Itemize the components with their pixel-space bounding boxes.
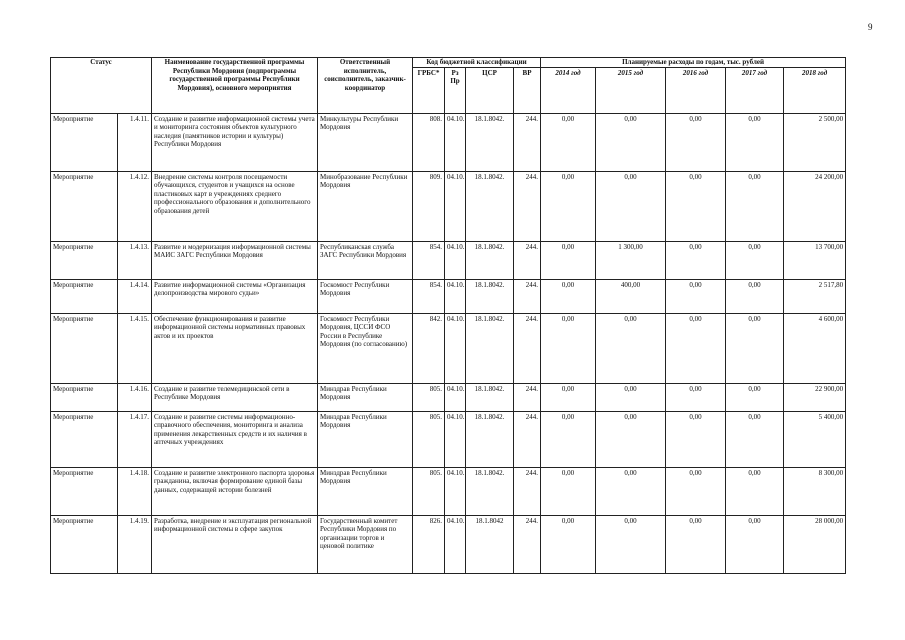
cell-grbs: 805. (413, 383, 445, 411)
cell-vr: 244. (514, 113, 541, 171)
cell-status: Мероприятие (51, 467, 118, 515)
budget-table (50, 57, 846, 574)
cell-status: Мероприятие (51, 313, 118, 383)
page-number: 9 (868, 22, 873, 32)
cell-2016: 0,00 (666, 113, 726, 171)
cell-2015: 0,00 (596, 171, 666, 241)
cell-2015: 0,00 (596, 411, 666, 467)
cell-rz: 04.10. (445, 411, 466, 467)
cell-rz: 04.10. (445, 171, 466, 241)
cell-2018: 5 400,00 (784, 411, 846, 467)
cell-vr: 244. (514, 279, 541, 313)
cell-grbs: 805. (413, 411, 445, 467)
cell-responsible: Минкультуры Республики Мордовия (318, 113, 413, 171)
cell-vr: 244. (514, 241, 541, 279)
header-vr: ВР (514, 67, 541, 113)
header-planned: Планируемые расходы по годам, тыс. рублей (541, 58, 846, 68)
cell-grbs: 854. (413, 241, 445, 279)
cell-csr: 18.1.8042. (466, 467, 514, 515)
cell-2014: 0,00 (541, 515, 596, 573)
cell-2017: 0,00 (726, 411, 784, 467)
cell-2017: 0,00 (726, 515, 784, 573)
cell-name: Обеспечение функционирования и развитие информационной системы нормативных правовых актов и их проектов (152, 313, 318, 383)
cell-2018: 2 500,00 (784, 113, 846, 171)
cell-responsible: Минобразование Республики Мордовия (318, 171, 413, 241)
header-2016: 2016 год (666, 67, 726, 113)
cell-grbs: 809. (413, 171, 445, 241)
cell-vr: 244. (514, 171, 541, 241)
cell-2016: 0,00 (666, 383, 726, 411)
cell-status: Мероприятие (51, 411, 118, 467)
header-2015: 2015 год (596, 67, 666, 113)
cell-status: Мероприятие (51, 515, 118, 573)
header-2018: 2018 год (784, 67, 846, 113)
cell-2017: 0,00 (726, 241, 784, 279)
table-row (51, 313, 846, 383)
cell-status: Мероприятие (51, 241, 118, 279)
cell-status: Мероприятие (51, 113, 118, 171)
cell-name: Создание и развитие электронного паспорта здоровья гражданина, включая формирование единой базы данных, содержащей истории болезней (152, 467, 318, 515)
cell-csr: 18.1.8042. (466, 313, 514, 383)
header-responsible: Ответственный исполнитель, соисполнитель, заказчик-координатор (318, 58, 413, 114)
cell-2014: 0,00 (541, 279, 596, 313)
cell-2017: 0,00 (726, 171, 784, 241)
cell-2017: 0,00 (726, 467, 784, 515)
cell-name: Развитие информационной системы «Организация делопроизводства мирового судьи» (152, 279, 318, 313)
cell-2016: 0,00 (666, 279, 726, 313)
cell-2015: 0,00 (596, 467, 666, 515)
cell-number: 1.4.13. (118, 241, 152, 279)
cell-name: Разработка, внедрение и эксплуатация региональной информационной системы в сфере закупок (152, 515, 318, 573)
cell-responsible: Госкомюст Республики Мордовия (318, 279, 413, 313)
cell-rz: 04.10. (445, 113, 466, 171)
cell-2016: 0,00 (666, 411, 726, 467)
cell-number: 1.4.15. (118, 313, 152, 383)
cell-2016: 0,00 (666, 313, 726, 383)
cell-status: Мероприятие (51, 279, 118, 313)
header-grbs: ГРБС* (413, 67, 445, 113)
table-row (51, 241, 846, 279)
table-row (51, 113, 846, 171)
cell-rz: 04.10. (445, 467, 466, 515)
cell-2015: 0,00 (596, 515, 666, 573)
cell-csr: 18.1.8042. (466, 383, 514, 411)
cell-grbs: 805. (413, 467, 445, 515)
cell-number: 1.4.16. (118, 383, 152, 411)
cell-number: 1.4.17. (118, 411, 152, 467)
cell-grbs: 842. (413, 313, 445, 383)
cell-number: 1.4.19. (118, 515, 152, 573)
header-rz: Рз Пр (445, 67, 466, 113)
cell-grbs: 826. (413, 515, 445, 573)
cell-2018: 24 200,00 (784, 171, 846, 241)
cell-vr: 244. (514, 467, 541, 515)
cell-2017: 0,00 (726, 313, 784, 383)
cell-2014: 0,00 (541, 313, 596, 383)
cell-2014: 0,00 (541, 113, 596, 171)
cell-2015: 0,00 (596, 313, 666, 383)
cell-vr: 244. (514, 313, 541, 383)
header-2017: 2017 год (726, 67, 784, 113)
cell-2018: 4 600,00 (784, 313, 846, 383)
cell-number: 1.4.11. (118, 113, 152, 171)
cell-2015: 1 300,00 (596, 241, 666, 279)
table-row (51, 467, 846, 515)
cell-responsible: Госкомюст Республики Мордовия, ЦССИ ФСО России в Республике Мордовия (по согласованию) (318, 313, 413, 383)
cell-responsible: Минздрав Республики Мордовия (318, 383, 413, 411)
cell-vr: 244. (514, 515, 541, 573)
header-csr: ЦСР (466, 67, 514, 113)
cell-status: Мероприятие (51, 171, 118, 241)
cell-2015: 0,00 (596, 383, 666, 411)
table-row (51, 515, 846, 573)
cell-grbs: 854. (413, 279, 445, 313)
table-row (51, 383, 846, 411)
table-header (51, 58, 846, 114)
cell-responsible: Государственный комитет Республики Мордовия по организации торгов и ценовой политике (318, 515, 413, 573)
cell-2016: 0,00 (666, 171, 726, 241)
cell-grbs: 808. (413, 113, 445, 171)
cell-number: 1.4.14. (118, 279, 152, 313)
cell-2016: 0,00 (666, 515, 726, 573)
cell-2017: 0,00 (726, 113, 784, 171)
table-row (51, 411, 846, 467)
cell-2014: 0,00 (541, 467, 596, 515)
header-2014: 2014 год (541, 67, 596, 113)
cell-2016: 0,00 (666, 467, 726, 515)
cell-name: Развитие и модернизация информационной системы МАИС ЗАГС Республики Мордовия (152, 241, 318, 279)
cell-status: Мероприятие (51, 383, 118, 411)
cell-vr: 244. (514, 383, 541, 411)
cell-csr: 18.1.8042. (466, 113, 514, 171)
table-body (51, 113, 846, 573)
cell-2014: 0,00 (541, 171, 596, 241)
cell-2018: 28 000,00 (784, 515, 846, 573)
table-row (51, 171, 846, 241)
cell-2018: 22 900,00 (784, 383, 846, 411)
cell-responsible: Республиканская служба ЗАГС Республики Мордовия (318, 241, 413, 279)
cell-csr: 18.1.8042 (466, 515, 514, 573)
header-program-name: Наименование государственной программы Республики Мордовия (подпрограммы государственной программы Республики Мордовия), основного мероприятия (152, 58, 318, 114)
cell-responsible: Минздрав Республики Мордовия (318, 467, 413, 515)
cell-rz: 04.10. (445, 515, 466, 573)
cell-rz: 04.10. (445, 279, 466, 313)
cell-2014: 0,00 (541, 241, 596, 279)
cell-name: Создание и развитие информационной системы учета и мониторинга состояния объектов культурного наследия (памятников истории и культуры) Республики Мордовия (152, 113, 318, 171)
cell-responsible: Минздрав Республики Мордовия (318, 411, 413, 467)
cell-csr: 18.1.8042. (466, 411, 514, 467)
cell-2018: 2 517,80 (784, 279, 846, 313)
cell-2016: 0,00 (666, 241, 726, 279)
table-row (51, 279, 846, 313)
cell-2014: 0,00 (541, 383, 596, 411)
cell-name: Создание и развитие телемедицинской сети в Республике Мордовия (152, 383, 318, 411)
header-budget-code: Код бюджетной классификации (413, 58, 541, 68)
cell-2017: 0,00 (726, 383, 784, 411)
cell-rz: 04.10. (445, 241, 466, 279)
header-status: Статус (51, 58, 152, 114)
cell-csr: 18.1.8042. (466, 241, 514, 279)
cell-2014: 0,00 (541, 411, 596, 467)
cell-number: 1.4.18. (118, 467, 152, 515)
cell-rz: 04.10. (445, 383, 466, 411)
cell-number: 1.4.12. (118, 171, 152, 241)
cell-2015: 0,00 (596, 113, 666, 171)
cell-rz: 04.10. (445, 313, 466, 383)
cell-csr: 18.1.8042. (466, 171, 514, 241)
cell-name: Создание и развитие системы информационно-справочного обеспечения, мониторинга и анализа применения лекарственных средств и их наличия в аптечных учреждениях (152, 411, 318, 467)
cell-2017: 0,00 (726, 279, 784, 313)
cell-2018: 13 700,00 (784, 241, 846, 279)
cell-csr: 18.1.8042. (466, 279, 514, 313)
cell-vr: 244. (514, 411, 541, 467)
cell-name: Внедрение системы контроля посещаемости обучающихся, студентов и учащихся на основе пластиковых карт в учреждениях среднего профессионального образования и дополнительного образования детей (152, 171, 318, 241)
cell-2015: 400,00 (596, 279, 666, 313)
cell-2018: 8 300,00 (784, 467, 846, 515)
